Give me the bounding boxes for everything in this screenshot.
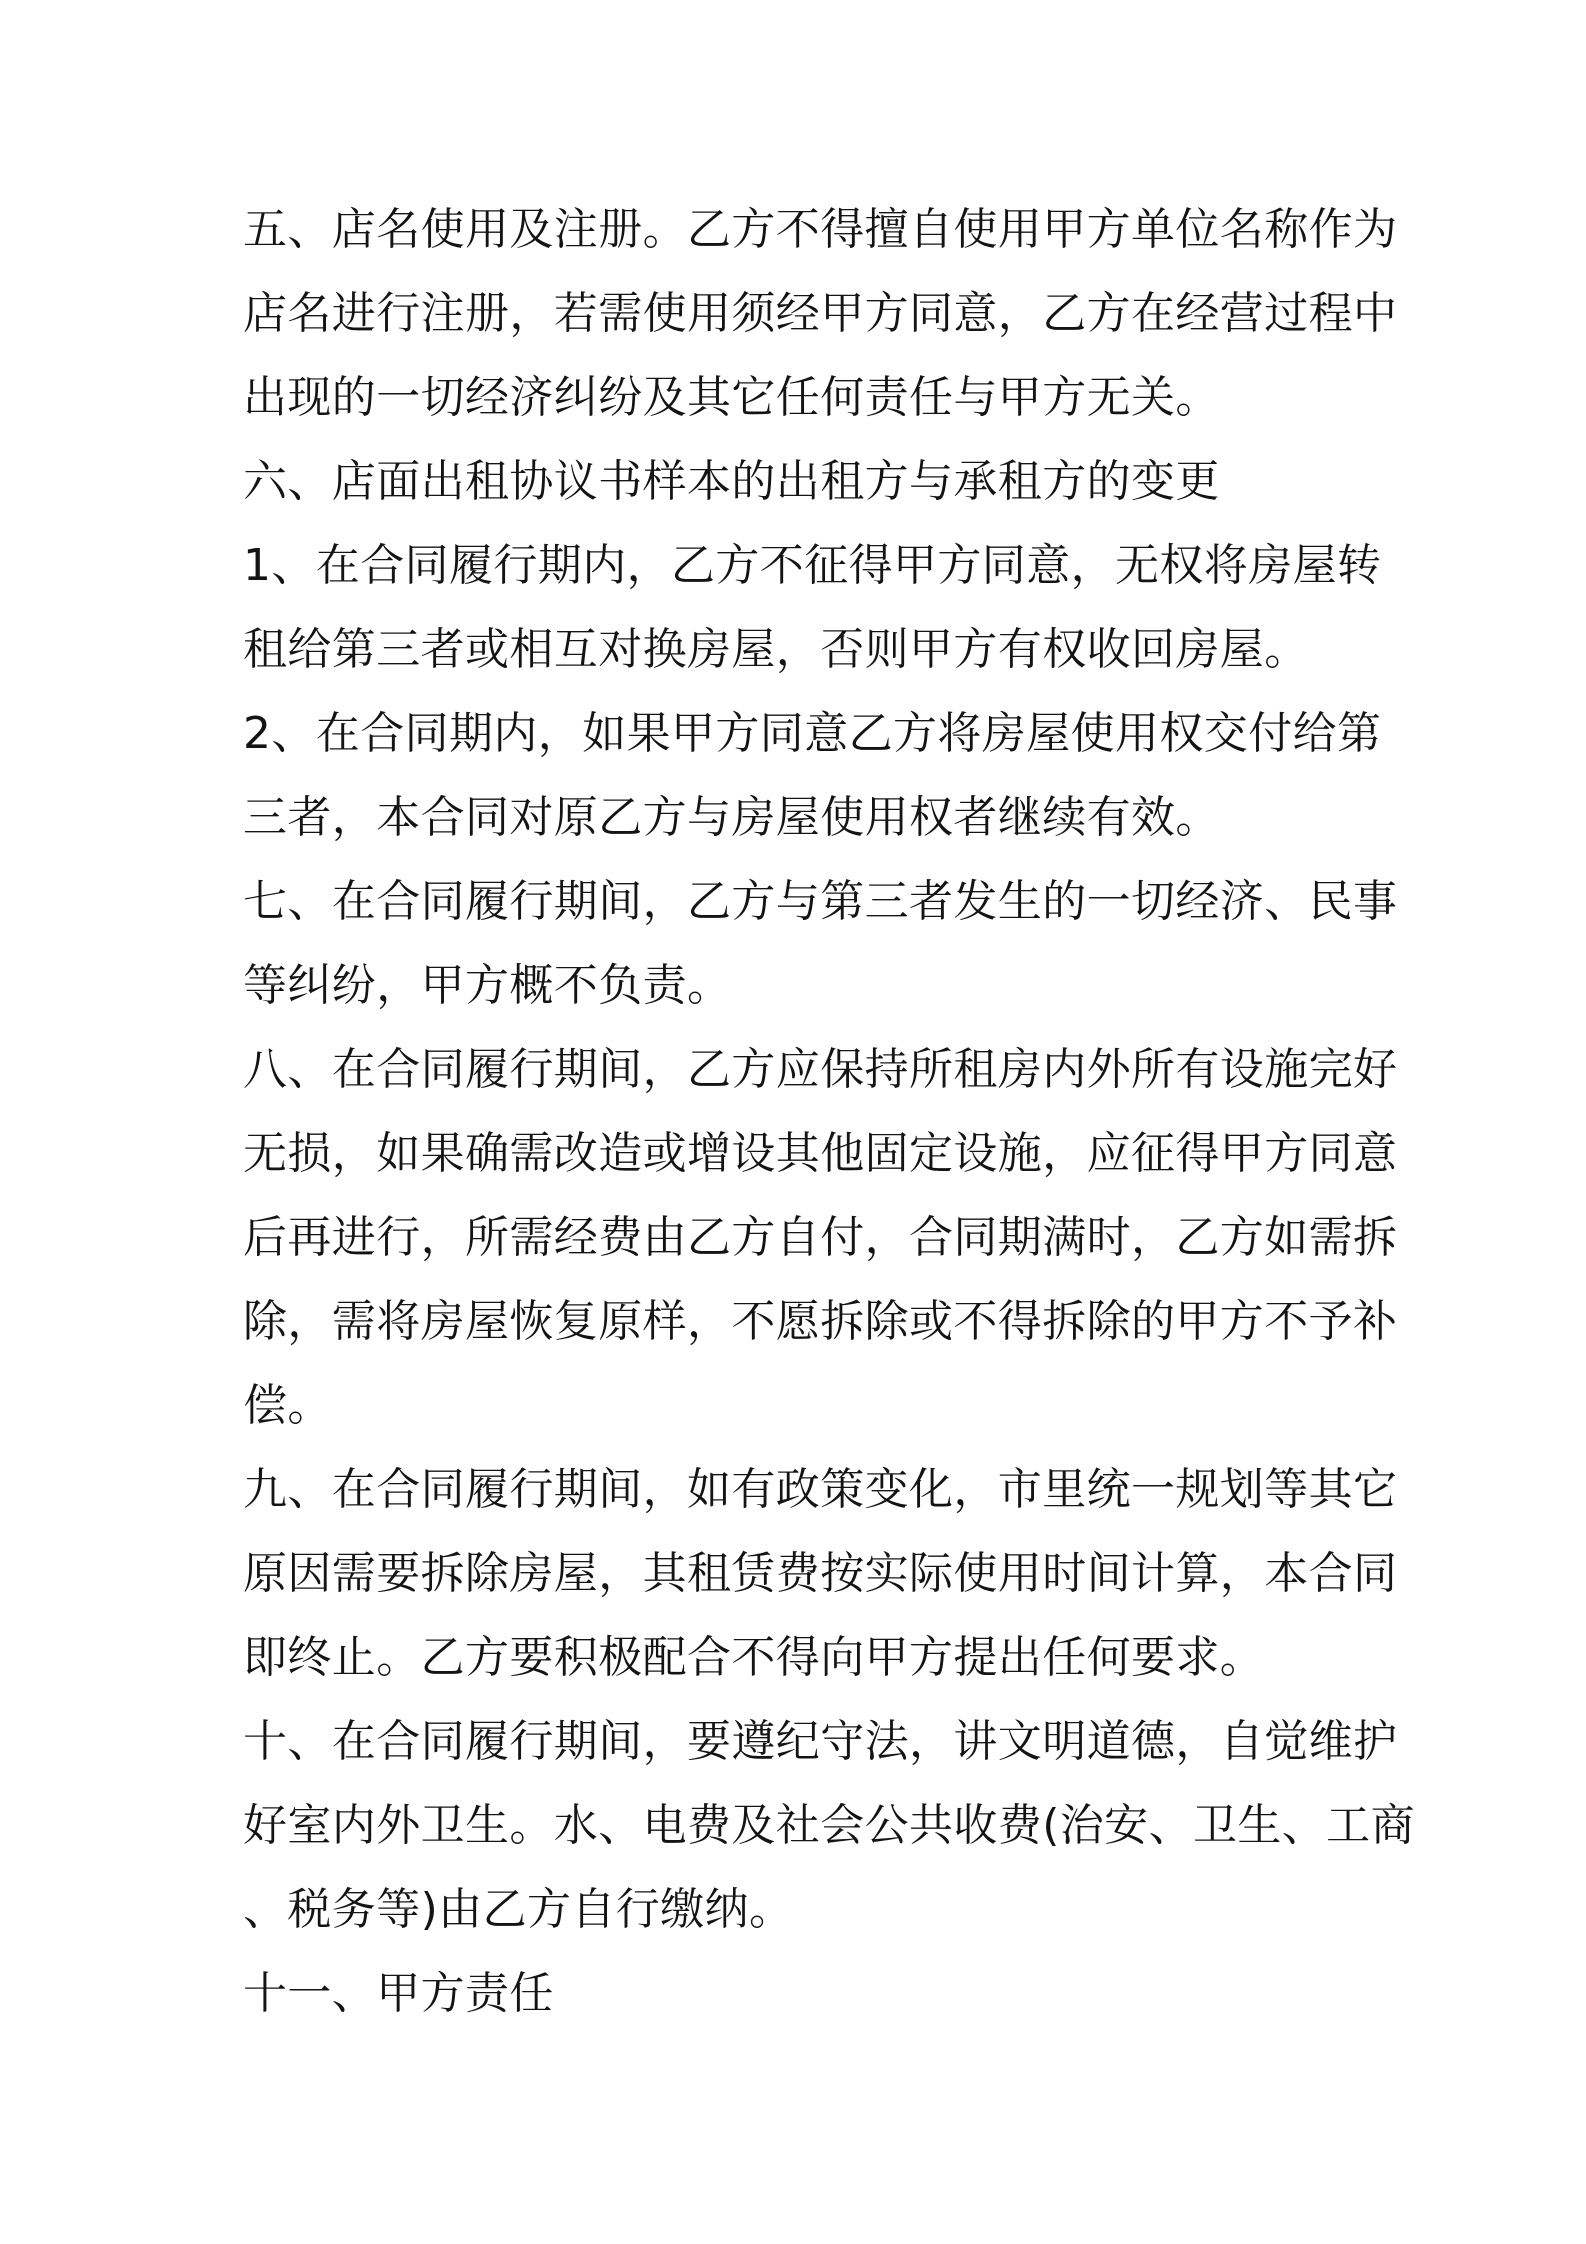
text-line: 除，需将房屋恢复原样，不愿拆除或不得拆除的甲方不予补	[243, 1296, 1398, 1347]
text-line: 、税务等)由乙方自行缴纳。	[243, 1884, 794, 1935]
text-line: 原因需要拆除房屋，其租赁费按实际使用时间计算，本合同	[243, 1548, 1398, 1599]
text-line: 2、在合同期内，如果甲方同意乙方将房屋使用权交付给第	[243, 708, 1382, 759]
text-line: 即终止。乙方要积极配合不得向甲方提出任何要求。	[243, 1632, 1265, 1683]
text-line: 等纠纷，甲方概不负责。	[243, 960, 732, 1011]
document-body	[243, 188, 1415, 2036]
text-line: 七、在合同履行期间，乙方与第三者发生的一切经济、民事	[243, 876, 1398, 927]
text-line: 出现的一切经济纠纷及其它任何责任与甲方无关。	[243, 372, 1220, 423]
text-line: 十、在合同履行期间，要遵纪守法，讲文明道德，自觉维护	[243, 1716, 1398, 1767]
text-line: 三者，本合同对原乙方与房屋使用权者继续有效。	[243, 792, 1220, 843]
text-line: 好室内外卫生。水、电费及社会公共收费(治安、卫生、工商	[243, 1800, 1415, 1851]
text-line: 无损，如果确需改造或增设其他固定设施，应征得甲方同意	[243, 1128, 1398, 1179]
text-line: 八、在合同履行期间，乙方应保持所租房内外所有设施完好	[243, 1044, 1398, 1095]
section-heading: 十一、甲方责任	[243, 1968, 554, 2019]
text-line: 店名进行注册，若需使用须经甲方同意，乙方在经营过程中	[243, 288, 1398, 339]
text-line: 五、店名使用及注册。乙方不得擅自使用甲方单位名称作为	[243, 204, 1398, 255]
text-line: 九、在合同履行期间，如有政策变化，市里统一规划等其它	[243, 1464, 1398, 1515]
text-line: 偿。	[243, 1380, 332, 1431]
text-line: 后再进行，所需经费由乙方自付，合同期满时，乙方如需拆	[243, 1212, 1398, 1263]
text-line: 1、在合同履行期内，乙方不征得甲方同意，无权将房屋转	[243, 540, 1382, 591]
section-heading: 六、店面出租协议书样本的出租方与承租方的变更	[243, 456, 1220, 507]
text-line: 租给第三者或相互对换房屋，否则甲方有权收回房屋。	[243, 624, 1309, 675]
